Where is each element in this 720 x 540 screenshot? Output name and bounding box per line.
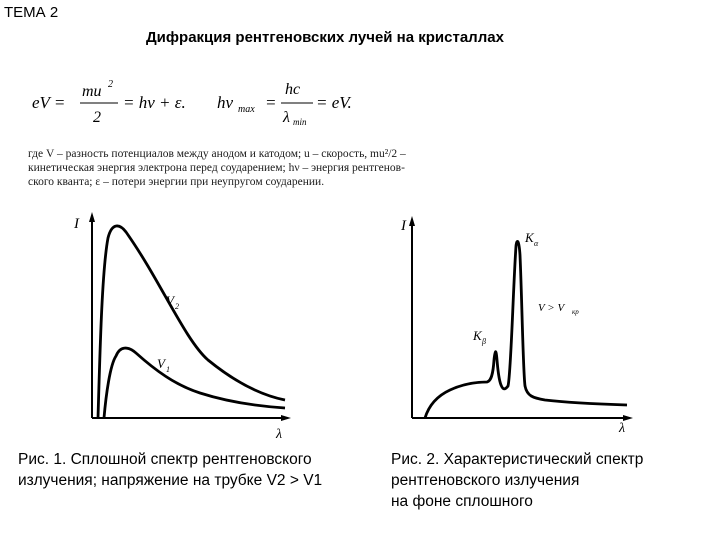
figure2-spectrum-curve — [425, 241, 627, 418]
formula2-denominator-sub: min — [293, 117, 307, 127]
formula1-lhs: eV = — [32, 93, 66, 112]
figure1-curve-v1 — [104, 348, 285, 418]
figure1-curve-v1-label: V — [157, 356, 165, 371]
figure2-condition-label: V > V — [538, 302, 565, 314]
figure2-caption-line-1: Рис. 2. Характеристический спектр — [391, 451, 644, 468]
figure1-x-arrow — [281, 415, 291, 421]
figure1-caption-line-2: излучения; напряжение на трубке V2 > V1 — [18, 472, 323, 489]
formula2-lhs: hν — [217, 93, 234, 112]
figure1-caption-line-1: Рис. 1. Сплошной спектр рентгеновского — [18, 451, 312, 468]
figure2-caption-line-3: на фоне сплошного — [391, 493, 533, 510]
figure2-k-alpha-label: K — [525, 230, 534, 245]
figure1-y-arrow — [89, 212, 95, 222]
formula2-numerator: hc — [285, 81, 301, 98]
formula2-rhs: = eV. — [316, 93, 352, 112]
formula1-denominator: 2 — [93, 109, 101, 126]
figure2-caption-line-2: рентгеновского излучения — [391, 472, 580, 489]
figure2-caption — [391, 449, 643, 512]
figure2-k-beta-sub: β — [482, 337, 486, 346]
description-line-3: ского кванта; ε – потери энергии при неупругом соударении. — [28, 176, 325, 188]
figure2-k-alpha-sub: α — [534, 239, 539, 248]
figure2-x-label: λ — [619, 421, 626, 436]
formula-description — [28, 147, 498, 189]
figure1-caption — [18, 449, 322, 491]
figure1-x-label: λ — [276, 427, 283, 440]
description-line-2: кинетическая энергия электрона перед соударением; hν – энергия рентгенов- — [28, 162, 405, 174]
formula2-denominator: λ — [283, 109, 290, 126]
formula1-numerator: mu — [82, 83, 102, 100]
figure2-y-arrow — [409, 216, 415, 226]
formula2-lhs-sub: max — [238, 104, 255, 115]
figure2-y-label: I — [401, 218, 406, 234]
description-line-1: где V – разность потенциалов между анодом и катодом; u – скорость, mu²/2 – — [28, 148, 406, 160]
formula1-numerator-sup: 2 — [108, 79, 113, 90]
formula1-rhs: = hν + ε. — [123, 93, 186, 112]
figure1-curve-v2-sub: 2 — [175, 302, 179, 311]
formula2-eq: = — [265, 93, 277, 112]
figure1-continuous-spectrum — [60, 210, 300, 440]
figure2-k-beta-label: K — [473, 328, 482, 343]
figure1-curve-v2-label: V — [166, 293, 174, 308]
formula-energy-balance — [30, 72, 200, 132]
figure1-y-label: I — [74, 216, 79, 232]
page-title: Дифракция рентгеновских лучей на кристаллах — [146, 29, 504, 46]
figure2-condition-sub: кр — [572, 308, 579, 316]
figure1-curve-v1-sub: 1 — [166, 365, 170, 374]
topic-label: ТЕМА 2 — [4, 4, 59, 21]
formula-max-frequency — [215, 72, 375, 132]
figure2-characteristic-spectrum — [395, 210, 645, 440]
